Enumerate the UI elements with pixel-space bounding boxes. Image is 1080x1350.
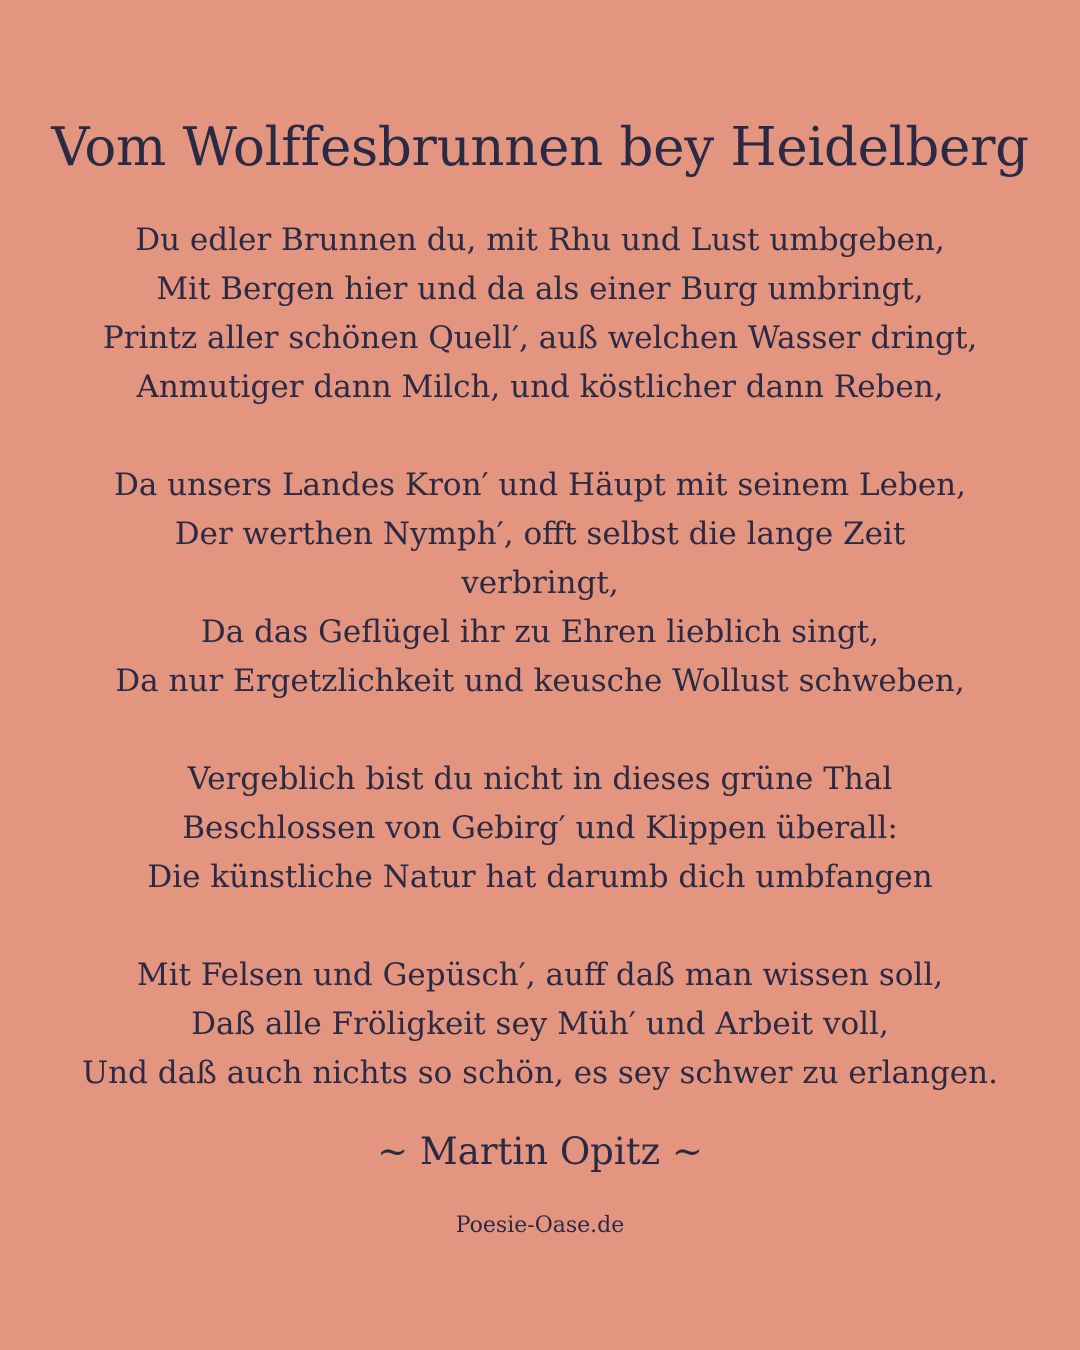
poem-line: Daß alle Fröligkeit sey Müh′ und Arbeit voll, — [191, 1006, 889, 1042]
stanza-2 — [40, 461, 1040, 706]
poem-line: Vergeblich bist du nicht in dieses grüne Thal — [187, 761, 893, 797]
poem-line: Da das Geflügel ihr zu Ehren lieblich singt, — [200, 614, 880, 650]
poem-line: verbringt, — [461, 565, 619, 601]
poem-line: Da unsers Landes Kron′ und Häupt mit seinem Leben, — [113, 467, 966, 503]
poem-line: Mit Felsen und Gepüsch′, auff daß man wissen soll, — [136, 957, 944, 993]
poem-title: Vom Wolffesbrunnen bey Heidelberg — [51, 117, 1029, 178]
stanza-4 — [40, 951, 1040, 1098]
poem-line: Die künstliche Natur hat darumb dich umbfangen — [147, 859, 933, 895]
poem-line: Anmutiger dann Milch, und köstlicher dann Reben, — [136, 369, 944, 405]
poem-line: Beschlossen von Gebirg′ und Klippen überall: — [182, 810, 898, 846]
poem-line: Du edler Brunnen du, mit Rhu und Lust umbgeben, — [135, 222, 945, 258]
poem-body — [40, 216, 1040, 1098]
stanza-3 — [40, 755, 1040, 902]
poem-line: Printz aller schönen Quell′, auß welchen Wasser dringt, — [102, 320, 978, 356]
author-signature: ~ Martin Opitz ~ — [377, 1130, 703, 1173]
poem-line: Da nur Ergetzlichkeit und keusche Wollust schweben, — [115, 663, 965, 699]
stanza-1 — [40, 216, 1040, 412]
poem-line: Der werthen Nymph′, offt selbst die lange Zeit — [174, 516, 906, 552]
website-credit: Poesie-Oase.de — [455, 1213, 625, 1238]
poem-line: Und daß auch nichts so schön, es sey schwer zu erlangen. — [82, 1055, 998, 1091]
poem-line: Mit Bergen hier und da als einer Burg umbringt, — [156, 271, 924, 307]
